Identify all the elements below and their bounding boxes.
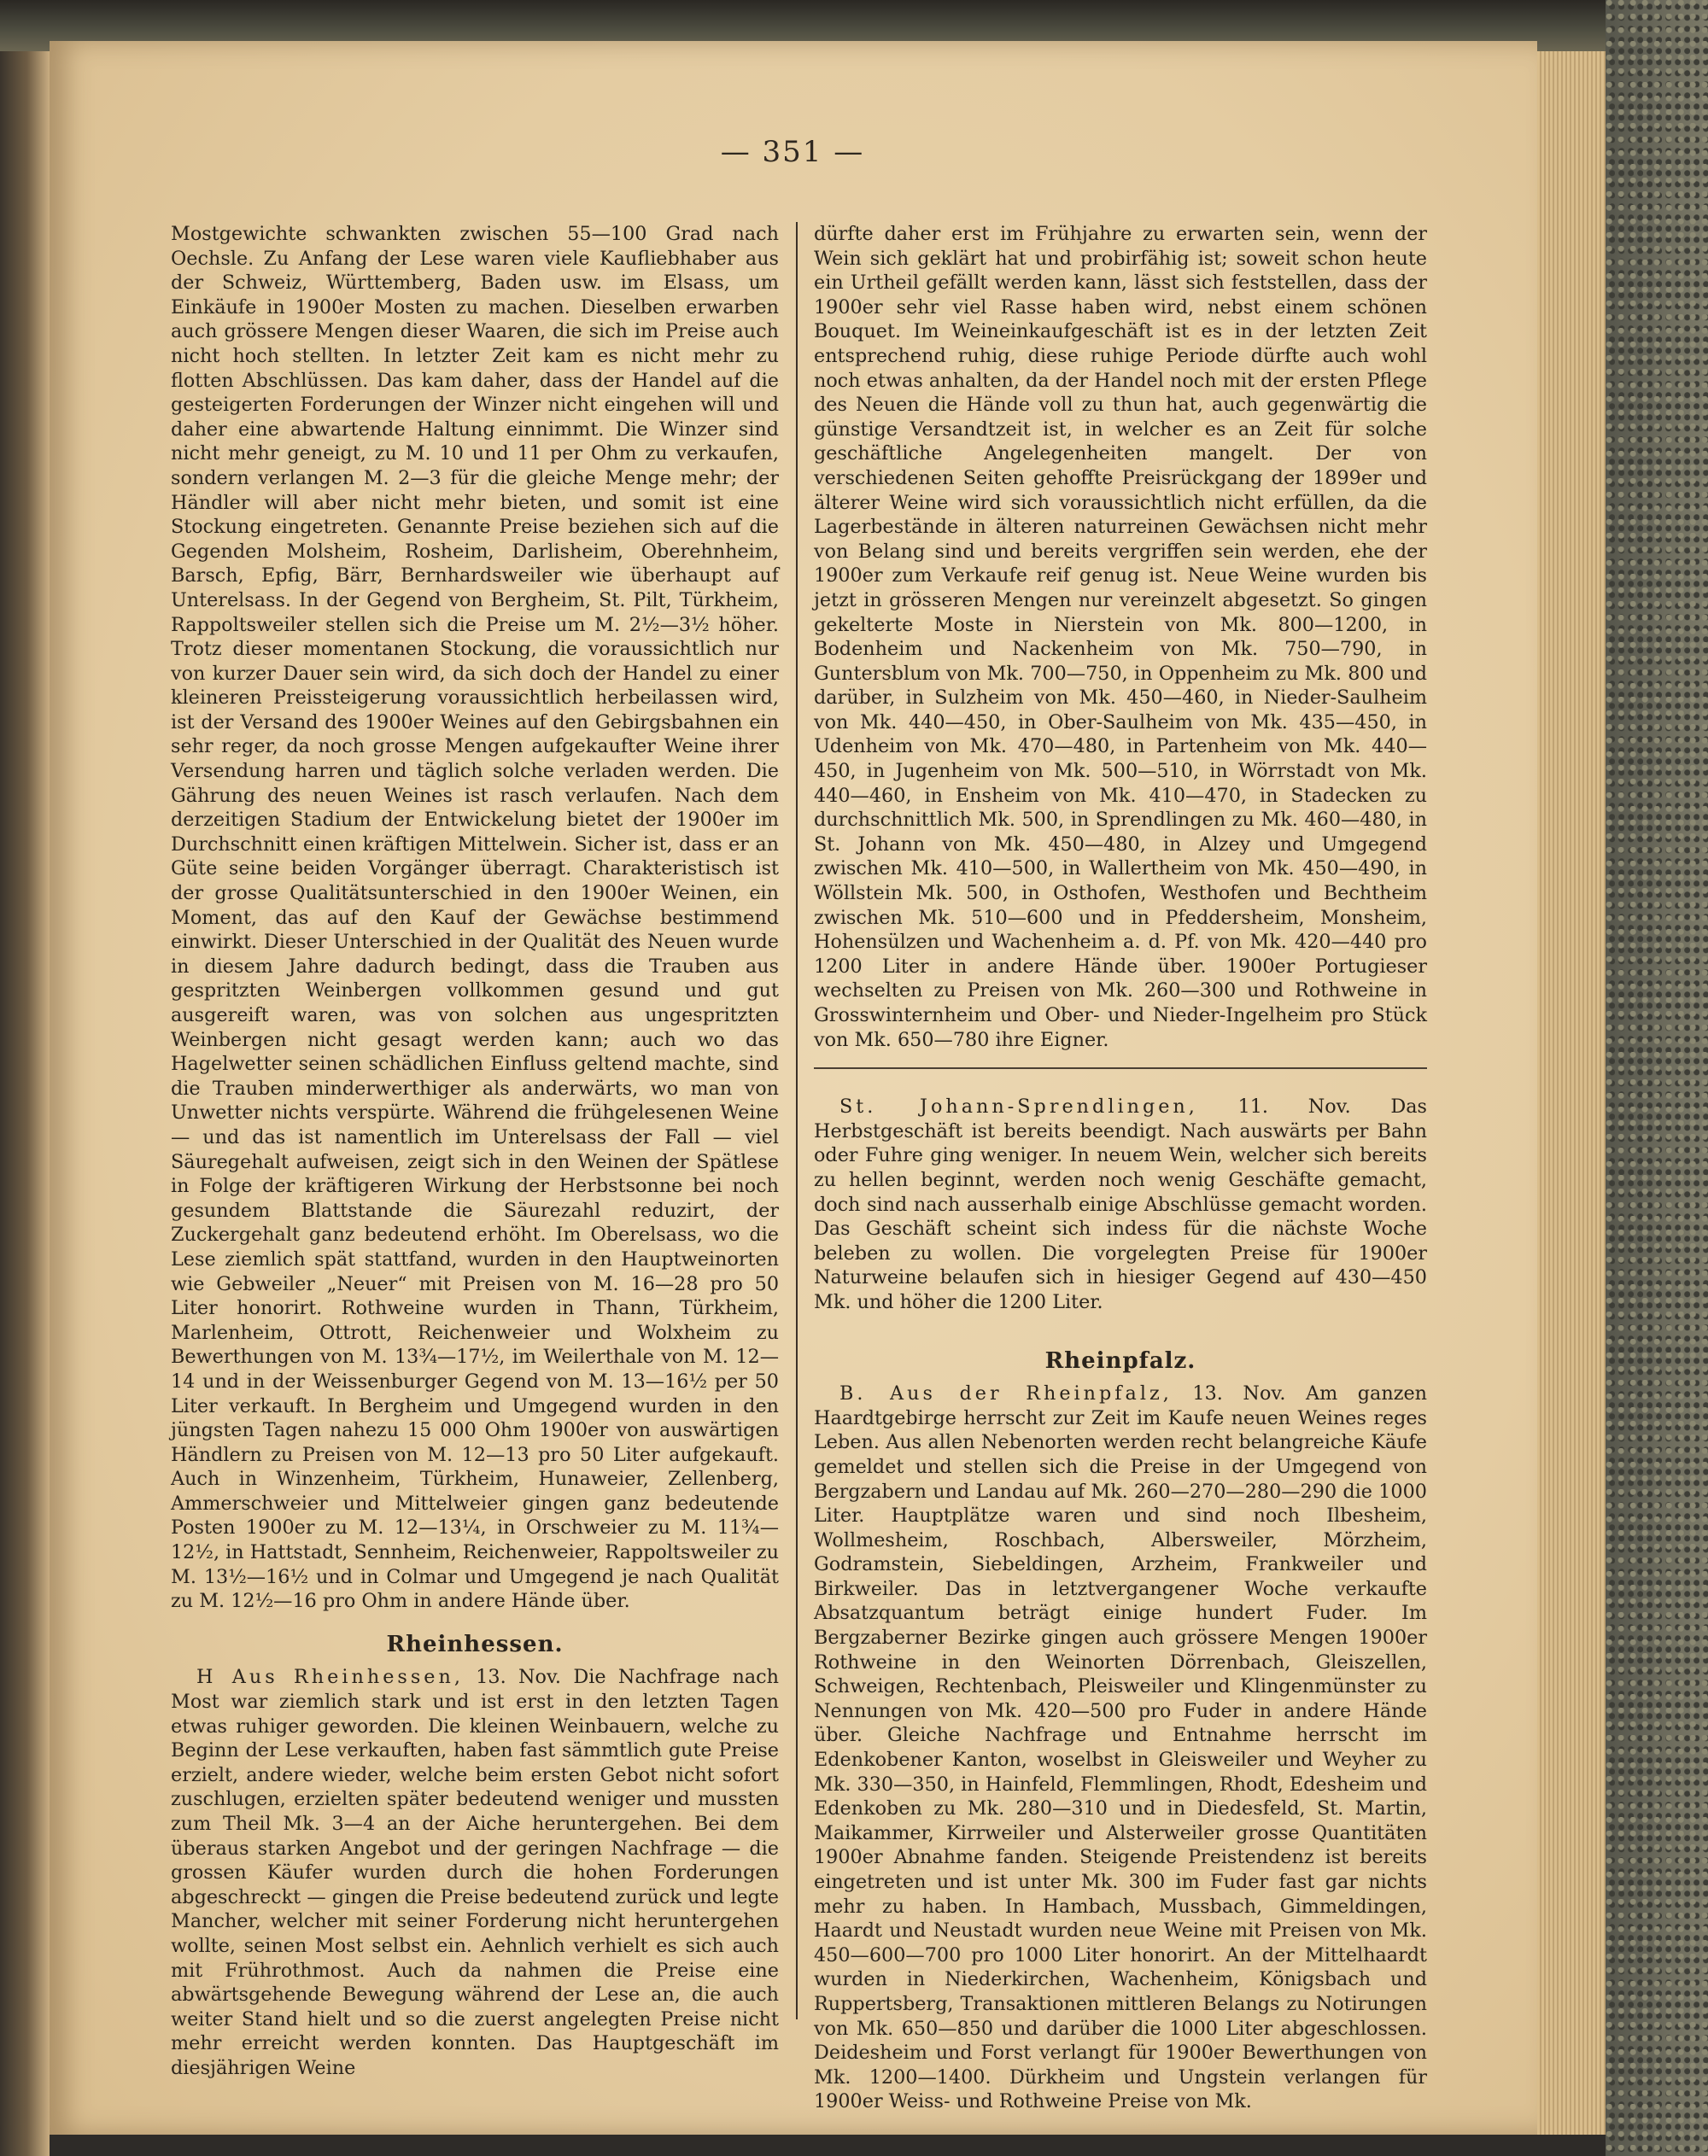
column-divider (796, 222, 798, 2019)
marbled-cover (1606, 0, 1708, 2156)
sprendlingen-text: 11. Nov. Das Herbstgeschäft ist bereits beendigt. Nach auswärts per Bahn oder Fuhre ging weniger. In neuem Wein, welcher sich bereits zu hellen beginnt, werden noch wenig Geschäfte gemacht, doch sind nach ausserhalb einige Abschlüsse gemacht worden. Das Geschäft scheint sich indess für die nächste Woche beleben zu wollen. Die vorgelegten Preise für 1900er Naturweine belaufen sich in hiesiger Gegend auf 430—450 Mk. und höher die 1200 Liter. (814, 1096, 1427, 1313)
right-column (814, 222, 1427, 2114)
right-paragraph-1: dürfte daher erst im Frühjahre zu erwarten sein, wenn der Wein sich geklärt hat und probirfähig ist; soweit schon heute ein Urtheil gefällt werden kann, lässt sich feststellen, dass der 1900er sehr viel Rasse haben wird, nebst einem schönen Bouquet. Im Weineinkaufgeschäft ist es in der letzten Zeit entsprechend ruhig, diese ruhige Periode dürfte auch wohl noch etwas anhalten, da der Handel noch mit der ersten Pflege des Neuen die Hände voll zu thun hat, auch gegenwärtig die günstige Versandtzeit ist, in welcher es an Zeit für solche geschäftliche Angelegenheiten mangelt. Der von verschiedenen Seiten gehoffte Preisrückgang der 1899er und älterer Weine wird sich voraussichtlich nicht erfüllen, da die Lagerbestände in älteren naturreinen Gewächsen nicht mehr von Belang sind und bereits vergriffen sein werden, ehe der 1900er zum Verkaufe reif genug ist. Neue Weine wurden bis jetzt in grösseren Mengen nur vereinzelt abgesetzt. So gingen gekelterte Moste in Nierstein von Mk. 800—1200, in Bodenheim und Nackenheim von Mk. 750—790, in Guntersblum von Mk. 700—750, in Oppenheim zu Mk. 800 und darüber, in Sulzheim von Mk. 450—460, in Nieder-Saulheim von Mk. 440—450, in Ober-Saulheim von Mk. 435—450, in Udenheim von Mk. 470—480, in Partenheim von Mk. 440—450, in Jugenheim von Mk. 500—510, in Wörrstadt von Mk. 440—460, in Ensheim von Mk. 410—470, in Stadecken zu durchschnittlich Mk. 500, in Sprendlingen zu Mk. 460—480, in St. Johann von Mk. 450—480, in Alzey und Umgegend zwischen Mk. 410—500, in Wallertheim von Mk. 450—490, in Wöllstein Mk. 500, in Osthofen, Westhofen und Bechtheim zwischen Mk. 510—600 und in Pfeddersheim, Monsheim, Hohensülzen und Wachenheim a. d. Pf. von Mk. 420—440 pro 1200 Liter in andere Hände über. 1900er Portugieser wechselten zu Preisen von Mk. 260—300 und Rothweine in Grosswinternheim und Ober- und Nieder-Ingelheim pro Stück von Mk. 650—780 ihre Eigner. (814, 223, 1427, 1051)
rheinpfalz-text: 13. Nov. Am ganzen Haardtgebirge herrscht zur Zeit im Kaufe neuen Weines reges Leben. Aus allen Nebenorten werden recht belangreiche Käufe gemeldet und stellen sich die Preise in der Umgegend von Bergzabern und Landau auf Mk. 260—270—280—290 die 1000 Liter. Hauptplätze waren und sind noch Ilbesheim, Wollmesheim, Roschbach, Albersweiler, Mörzheim, Godramstein, Siebeldingen, Arzheim, Frankweiler und Birkweiler. Das in letztvergangener Woche verkaufte Absatzquantum beträgt einige hundert Fuder. Im Bergzaberner Bezirke gingen auch grössere Mengen 1900er Rothweine in den Weinorten Dörrenbach, Gleiszellen, Schweigen, Rechtenbach, Pleisweiler und Klingenmünster zu Nennungen von Mk. 420—500 pro Fuder in andere Hände über. Gleiche Nachfrage und Entnahme herrscht im Edenkobener Kanton, woselbst in Gleisweiler und Weyher zu Mk. 330—350, in Hainfeld, Flemmlingen, Rhodt, Edesheim und Edenkoben zu Mk. 280—310 und in Diedesfeld, St. Martin, Maikammer, Kirrweiler und Alsterweiler grosse Quantitäten 1900er Abnahme fanden. Steigende Preistendenz ist bereits eingetreten und ist unter Mk. 300 im Fuder fast gar nichts mehr zu haben. In Hambach, Mussbach, Gimmeldingen, Haardt und Neustadt wurden neue Weine mit Preisen von Mk. 450—600—700 pro 1000 Liter honorirt. An der Mittelhaardt wurden in Niederkirchen, Wachenheim, Königsbach und Ruppertsberg, Transaktionen mittleren Belangs zu Notirungen von Mk. 650—850 und darüber die 1000 Liter abgeschlossen. Deidesheim und Forst verlangt für 1900er Bewerthungen von Mk. 1200—1400. Dürkheim und Ungstein verlangen für 1900er Weiss- und Rothweine Preise von Mk. (814, 1382, 1428, 2113)
sprendlingen-report (814, 1095, 1427, 1314)
sprendlingen-dateline: St. Johann-Sprendlingen, (839, 1096, 1198, 1119)
heading-rheinpfalz: Rheinpfalz. (1044, 1347, 1196, 1374)
page-number: — 351 — (720, 135, 865, 169)
book-spine-edge (0, 0, 50, 2156)
section-separator (814, 1067, 1427, 1069)
rheinpfalz-report (814, 1382, 1427, 2114)
rheinpfalz-dateline: B. Aus der Rheinpfalz, (839, 1382, 1173, 1405)
rheinhessen-report (171, 1665, 779, 2080)
rheinhessen-text: 13. Nov. Die Nachfrage nach Most war ziemlich stark und ist erst in den letzten Tagen etwas ruhiger geworden. Die kleinen Weinbauern, welche zu Beginn der Lese verkauften, haben fast sämmtlich gute Preise erzielt, andere wieder, welche beim ersten Gebot nicht sofort zuschlugen, erzielten später bedeutend weniger und mussten zum Theil Mk. 3—4 an der Aiche heruntergehen. Bei dem überaus starken Angebot und der geringen Nachfrage — die grossen Käufer wurden durch die hohen Forderungen abgeschreckt — gingen die Preise bedeutend zurück und legte Mancher, welcher mit seiner Forderung nicht heruntergehen wollte, seinen Most selbst ein. Aehnlich verhielt es sich auch mit Frührothmost. Auch da nahmen die Preise eine abwärtsgehende Bewegung während der Lese an, die auch weiter Stand hielt und so die zuerst angelegten Preise nicht mehr erreicht werden konnten. Das Hauptgeschäft im diesjährigen Weine (171, 1666, 779, 2079)
left-column (171, 222, 779, 2081)
rheinhessen-dateline: H Aus Rheinhessen, (196, 1666, 464, 1689)
left-paragraph-1: Mostgewichte schwankten zwischen 55—100 Grad nach Oechsle. Zu Anfang der Lese waren viele Kaufliebhaber aus der Schweiz, Württemberg, Baden usw. im Elsass, um Einkäufe in 1900er Mosten zu machen. Dieselben erwarben auch grössere Mengen dieser Waaren, die sich im Preise auch nicht hoch stellten. In letzter Zeit kam es nicht mehr zu flotten Abschlüssen. Das kam daher, dass der Handel auf die gesteigerten Forderungen der Winzer nicht eingehen will und daher eine abwartende Haltung einnimmt. Die Winzer sind nicht mehr geneigt, zu M. 10 und 11 per Ohm zu verkaufen, sondern verlangen M. 2—3 für die gleiche Menge mehr; der Händler will aber nicht mehr bieten, und somit ist eine Stockung eingetreten. Genannte Preise beziehen sich auf die Gegenden Molsheim, Rosheim, Darlisheim, Oberehnheim, Barsch, Epfig, Bärr, Bernhardsweiler wie überhaupt auf Unterelsass. In der Gegend von Bergheim, St. Pilt, Türkheim, Rappoltsweiler stellen sich die Preise um M. 2½—3½ höher. Trotz dieser momentanen Stockung, die voraussichtlich nur von kurzer Dauer sein wird, da sich doch der Handel zu einer kleineren Preissteigerung voraussichtlich herbeilassen wird, ist der Versand des 1900er Weines auf den Gebirgsbahnen ein sehr reger, da noch grosse Mengen aufgekaufter Weine ihrer Versendung harren und täglich solche verladen werden. Die Gährung des neuen Weines ist rasch verlaufen. Nach dem derzeitigen Stadium der Entwickelung bietet der 1900er im Durchschnitt einen kräftigen Mittelwein. Sicher ist, dass er an Güte seine beiden Vorgänger überragt. Charakteristisch ist der grosse Qualitätsunterschied in den 1900er Weinen, ein Moment, das auf den Kauf der Gewächse bestimmend einwirkt. Dieser Unterschied in der Qualität des Neuen wurde in diesem Jahre dadurch bedingt, dass die Trauben aus gespritzten Weinbergen vollkommen gesund und gut ausgereift waren, was von solchen aus ungespritzten Weinbergen nicht gesagt werden kann; auch wo das Hagelwetter seinen schädlichen Einfluss geltend machte, sind die Trauben minderwerthiger als anderwärts, wo man von Unwetter nichts verspürte. Während die frühgelesenen Weine — und das ist namentlich im Unterelsass der Fall — viel Säuregehalt aufweisen, zeigt sich in den Weinen der Spätlese in Folge der kräftigeren Wirkung der Herbstsonne bei noch gesundem Blattstande die Säurezahl reduzirt, der Zuckergehalt ganz bedeutend erhöht. Im Oberelsass, wo die Lese ziemlich spät stattfand, wurden in den Hauptweinorten wie Gebweiler „Neuer“ mit Preisen von M. 16—28 pro 50 Liter honorirt. Rothweine wurden in Thann, Türkheim, Marlenheim, Ottrott, Reichenweier und Wolxheim zu Bewerthungen von M. 13¾—17½, im Weilerthale von M. 12—14 und in der Weissenburger Gegend von M. 13—16½ per 50 Liter verkauft. In Bergheim und Umgegend wurden in den jüngsten Tagen nahezu 15 000 Ohm 1900er von auswärtigen Händlern zu Preisen von M. 12—13 pro 50 Liter aufgekauft. Auch in Winzenheim, Türkheim, Hunaweier, Zellenberg, Ammerschweier und Mittelweier gingen ganz bedeutende Posten 1900er zu M. 12—13¼, in Orschweier zu M. 11¾—12½, in Hattstadt, Sennheim, Reichenweier, Rappoltsweiler zu M. 13½—16½ und in Colmar und Umgegend je nach Qualität zu M. 12½—16 pro Ohm in andere Hände über. (171, 223, 779, 1613)
page-stack-edge (1537, 51, 1606, 2135)
heading-rheinhessen: Rheinhessen. (386, 1631, 564, 1657)
book-page (50, 41, 1537, 2135)
